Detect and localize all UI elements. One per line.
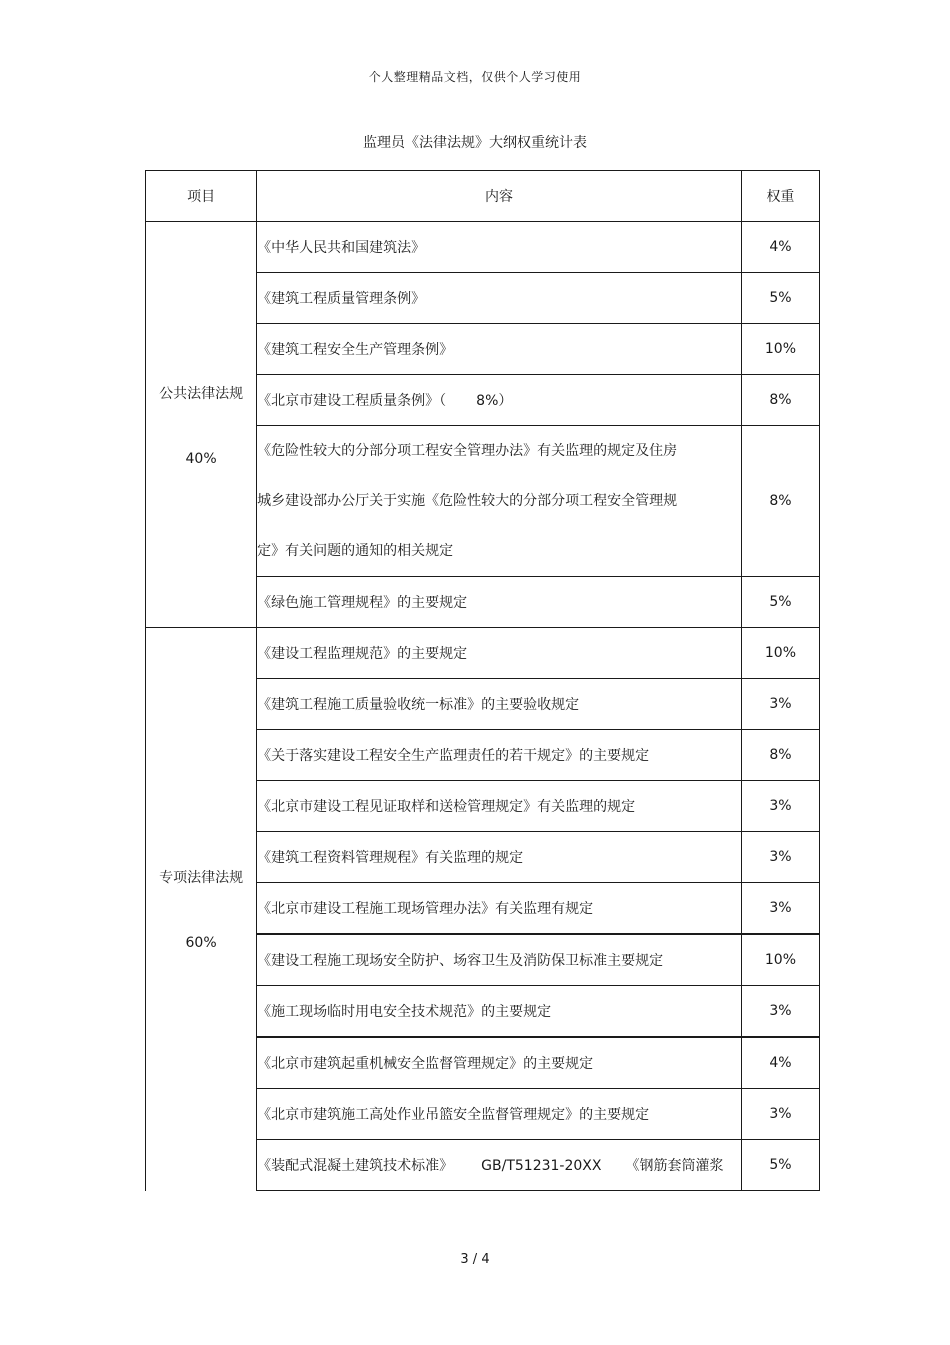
- row-content-b: GB/T51231-20XX: [481, 1158, 602, 1174]
- row-content: 《北京市建筑起重机械安全监督管理规定》的主要规定: [257, 1037, 742, 1089]
- row-weight: 3%: [741, 883, 819, 935]
- row-weight: 3%: [741, 679, 819, 730]
- table-header-row: [146, 171, 820, 222]
- row-content: 《建筑工程安全生产管理条例》: [257, 324, 742, 375]
- row-content-a: 《装配式混凝土建筑技术标准》: [257, 1158, 454, 1174]
- row-weight: 3%: [741, 986, 819, 1038]
- row-content: 《危险性较大的分部分项工程安全管理办法》有关监理的规定及住房城乡建设部办公厅关于实施《危险性较大的分部分项工程安全管理规定》有关问题的通知的相关规定: [257, 426, 742, 577]
- row-content: 《施工现场临时用电安全技术规范》的主要规定: [257, 986, 742, 1038]
- row-content: [257, 1140, 742, 1191]
- row-weight: 5%: [741, 273, 819, 324]
- row-content-b: 8%）: [476, 393, 513, 409]
- row-content: 《建设工程施工现场安全防护、场容卫生及消防保卫标准主要规定: [257, 934, 742, 986]
- row-weight: 8%: [741, 730, 819, 781]
- document-title: 监理员《法律法规》大纲权重统计表: [363, 135, 587, 151]
- row-weight: 10%: [741, 934, 819, 986]
- row-content: 《北京市建筑施工高处作业吊篮安全监督管理规定》的主要规定: [257, 1089, 742, 1140]
- column-header-item: 项目: [146, 171, 257, 222]
- row-content: 《建设工程监理规范》的主要规定: [257, 628, 742, 679]
- row-weight: 10%: [741, 628, 819, 679]
- group-weight: 60%: [185, 935, 217, 952]
- row-weight: 4%: [741, 1037, 819, 1089]
- row-content: 《建筑工程资料管理规程》有关监理的规定: [257, 832, 742, 883]
- row-content: 《建筑工程质量管理条例》: [257, 273, 742, 324]
- page-number: 3 / 4: [460, 1252, 490, 1267]
- row-content: 《关于落实建设工程安全生产监理责任的若干规定》的主要规定: [257, 730, 742, 781]
- row-weight: 10%: [741, 324, 819, 375]
- row-content-a: 《北京市建设工程质量条例》（: [257, 393, 447, 409]
- row-weight: 8%: [741, 426, 819, 577]
- row-weight: 4%: [741, 222, 819, 273]
- row-content: 《北京市建设工程见证取样和送检管理规定》有关监理的规定: [257, 781, 742, 832]
- row-content: 《绿色施工管理规程》的主要规定: [257, 577, 742, 628]
- row-weight: 5%: [741, 577, 819, 628]
- row-content: [257, 375, 742, 426]
- row-content: 《中华人民共和国建筑法》: [257, 222, 742, 273]
- table-row: [146, 628, 820, 679]
- row-weight: 8%: [741, 375, 819, 426]
- row-content-c: 《钢筋套筒灌浆: [625, 1158, 724, 1174]
- column-header-content: 内容: [257, 171, 742, 222]
- column-header-weight: 权重: [741, 171, 819, 222]
- group-public-laws: [146, 222, 257, 628]
- group-name: 专项法律法规: [159, 870, 244, 887]
- weights-table: [145, 170, 820, 1191]
- row-content: 《建筑工程施工质量验收统一标准》的主要验收规定: [257, 679, 742, 730]
- row-weight: 3%: [741, 781, 819, 832]
- row-weight: 3%: [741, 832, 819, 883]
- row-weight: 3%: [741, 1089, 819, 1140]
- header-note: 个人整理精品文档，仅供个人学习使用: [368, 70, 582, 84]
- row-content: 《北京市建设工程施工现场管理办法》有关监理有规定: [257, 883, 742, 935]
- group-weight: 40%: [185, 450, 217, 467]
- row-weight: 5%: [741, 1140, 819, 1191]
- group-name: 公共法律法规: [159, 385, 244, 402]
- table-row: [146, 222, 820, 273]
- group-special-laws: [146, 628, 257, 1191]
